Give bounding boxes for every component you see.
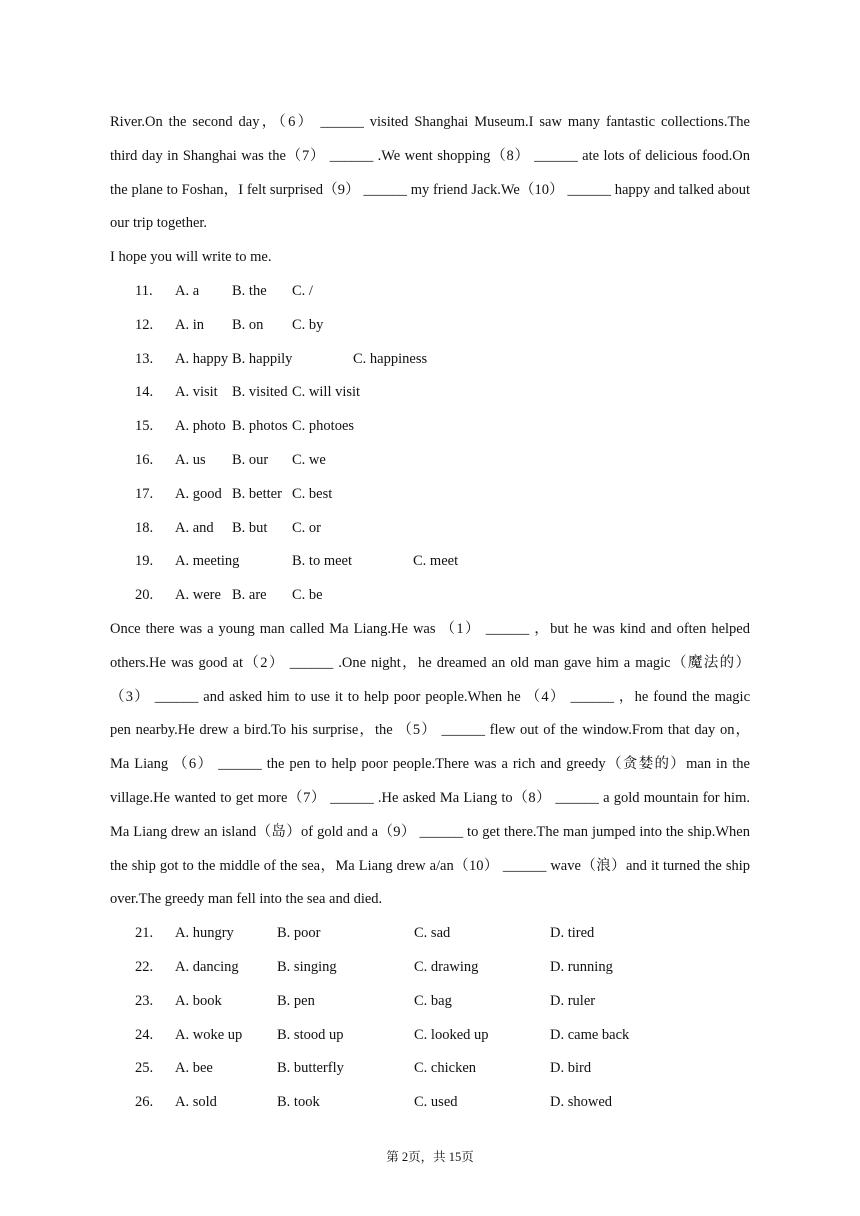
option-a: A. bee — [175, 1060, 213, 1077]
option-c: C. photoes — [292, 418, 355, 435]
option-b: B. photos — [232, 418, 288, 435]
option-a: A. dancing — [175, 958, 239, 975]
option-b: B. visited — [232, 384, 288, 401]
question-number: 15. — [135, 418, 154, 435]
question-list-1 — [110, 275, 750, 613]
option-a: A. in — [175, 316, 204, 333]
question-row — [110, 545, 750, 579]
option-b: B. better — [232, 485, 282, 502]
page-content — [110, 106, 750, 1120]
option-b: B. stood up — [277, 1026, 344, 1043]
option-b: B. on — [232, 316, 264, 333]
question-row — [110, 343, 750, 377]
passage-line: River.On the second day，（6） ______ visited Shanghai Museum.I saw many fantastic collections.The — [110, 114, 750, 130]
option-b: B. poor — [277, 925, 321, 942]
question-row — [110, 1086, 750, 1120]
option-c: C. be — [292, 587, 323, 604]
option-a: A. happy — [175, 350, 229, 367]
question-row — [110, 512, 750, 546]
option-c: C. or — [292, 519, 321, 536]
option-b: B. took — [277, 1094, 320, 1111]
option-c: C. will visit — [292, 384, 361, 401]
passage-line: pen nearby.He drew a bird.To his surprise，the （5） ______ flew out of the window.From that day on， — [110, 722, 750, 739]
option-b: B. the — [232, 282, 267, 299]
passage-line: Ma Liang drew an island（岛）of gold and a（9） ______ to get there.The man jumped into the ship.When — [110, 823, 750, 840]
option-c: C. looked up — [414, 1026, 489, 1043]
question-number: 16. — [135, 451, 154, 468]
passage-line: （3） ______ and asked him to use it to help poor people.When he （4） ______ ，he found the magic — [110, 688, 750, 705]
option-a: A. hungry — [175, 925, 234, 942]
question-list-2 — [110, 917, 750, 1120]
option-b: B. are — [232, 587, 267, 604]
option-b: B. but — [232, 519, 268, 536]
passage-2 — [110, 613, 750, 917]
question-number: 23. — [135, 992, 154, 1009]
question-number: 14. — [135, 384, 154, 401]
passage-line: over.The greedy man fell into the sea and died. — [110, 891, 383, 908]
page-footer: 第 2页，共 15页 — [386, 1150, 474, 1164]
question-number: 12. — [135, 316, 154, 333]
question-number: 19. — [135, 553, 154, 570]
option-a: A. visit — [175, 384, 218, 401]
question-row — [110, 478, 750, 512]
question-row — [110, 951, 750, 985]
option-a: A. meeting — [175, 553, 240, 570]
passage-line: Once there was a young man called Ma Liang.He was （1） ______ ，but he was kind and often helped — [110, 620, 750, 637]
question-number: 26. — [135, 1094, 154, 1111]
option-c: C. used — [414, 1094, 458, 1111]
question-number: 18. — [135, 519, 154, 536]
passage-line: I hope you will write to me. — [110, 249, 272, 266]
option-a: A. and — [175, 519, 214, 536]
option-d: D. tired — [550, 925, 595, 942]
option-b: B. singing — [277, 958, 337, 975]
option-c: C. we — [292, 451, 326, 468]
question-row — [110, 917, 750, 951]
question-number: 17. — [135, 485, 154, 502]
option-c: C. bag — [414, 992, 452, 1009]
option-c: C. meet — [413, 553, 459, 570]
option-c: C. happiness — [353, 350, 428, 367]
option-a: A. good — [175, 485, 222, 502]
question-number: 24. — [135, 1026, 154, 1043]
question-row — [110, 309, 750, 343]
option-a: A. photo — [175, 418, 226, 435]
passage-line: the ship got to the middle of the sea，Ma Liang drew a/an（10） ______ wave（浪）and it turned the ship — [110, 857, 750, 874]
question-row — [110, 579, 750, 613]
option-c: C. best — [292, 485, 333, 502]
option-a: A. book — [175, 992, 222, 1009]
question-row — [110, 410, 750, 444]
option-c: C. by — [292, 316, 324, 333]
question-number: 25. — [135, 1060, 154, 1077]
passage-line: third day in Shanghai was the（7） ______ .We went shopping（8） ______ ate lots of delicious food.On — [110, 147, 750, 164]
question-number: 22. — [135, 958, 154, 975]
option-c: C. sad — [414, 925, 451, 942]
passage-line: our trip together. — [110, 215, 208, 232]
option-d: D. came back — [550, 1026, 630, 1043]
option-b: B. happily — [232, 350, 293, 367]
option-a: A. us — [175, 451, 206, 468]
passage-line: village.He wanted to get more（7） ______ .He asked Ma Liang to（8） ______ a gold mountain for him. — [110, 789, 750, 806]
option-c: C. drawing — [414, 958, 479, 975]
question-row — [110, 376, 750, 410]
question-number: 11. — [135, 282, 153, 299]
question-row — [110, 1019, 750, 1053]
option-d: D. ruler — [550, 992, 596, 1009]
option-a: A. a — [175, 282, 200, 299]
option-a: A. sold — [175, 1094, 217, 1111]
question-number: 13. — [135, 350, 154, 367]
question-row — [110, 275, 750, 309]
option-c: C. chicken — [414, 1060, 477, 1077]
option-d: D. showed — [550, 1094, 613, 1111]
option-d: D. bird — [550, 1060, 592, 1077]
question-row — [110, 985, 750, 1019]
question-number: 21. — [135, 925, 154, 942]
passage-1 — [110, 106, 750, 275]
passage-line: Ma Liang （6） ______ the pen to help poor people.There was a rich and greedy（贪婪的）man in the — [110, 756, 750, 773]
question-row — [110, 444, 750, 478]
option-b: B. to meet — [292, 553, 353, 570]
option-c: C. / — [292, 282, 313, 299]
option-b: B. butterfly — [277, 1060, 344, 1077]
passage-line: the plane to Foshan，I felt surprised（9） ______ my friend Jack.We（10） ______ happy and talked about — [110, 181, 750, 198]
option-b: B. pen — [277, 992, 315, 1009]
option-b: B. our — [232, 451, 269, 468]
option-a: A. were — [175, 587, 221, 604]
option-a: A. woke up — [175, 1026, 243, 1043]
option-d: D. running — [550, 958, 613, 975]
question-row — [110, 1052, 750, 1086]
question-number: 20. — [135, 587, 154, 604]
passage-line: others.He was good at（2） ______ .One night，he dreamed an old man gave him a magic（魔法的） — [110, 654, 750, 671]
